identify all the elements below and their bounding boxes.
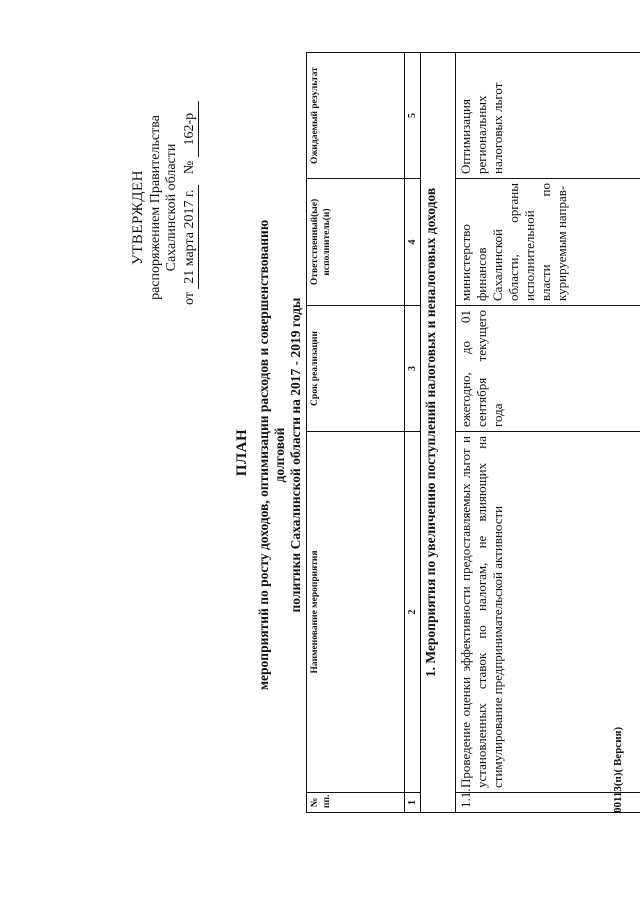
plan-table xyxy=(306,52,640,813)
column-number: 3 xyxy=(405,306,421,432)
column-number-row xyxy=(405,53,421,813)
column-header-responsible: Ответственный(ые) исполнитель(и) xyxy=(307,179,405,306)
column-header-term: Срок реализации xyxy=(307,306,405,432)
number-prefix: № xyxy=(182,160,197,175)
section-title: 1. Мероприятия по увеличению поступлений налоговых и неналоговых доходов xyxy=(421,53,456,813)
approved-heading: УТВЕРЖДЕН xyxy=(130,170,146,265)
row-number: 1.1. xyxy=(456,793,640,813)
column-number: 1 xyxy=(405,793,421,813)
subtitle-line1: мероприятий по росту доходов, оптимизации расходов и совершенствованию долговой xyxy=(256,219,287,691)
decree-line xyxy=(182,65,199,305)
from-prefix: от xyxy=(182,292,197,305)
section-row xyxy=(421,53,456,813)
approved-by-line2: Сахалинской области xyxy=(164,143,179,272)
column-number: 4 xyxy=(405,179,421,306)
decree-date: 21 марта 2017 г. xyxy=(182,185,199,289)
page-subtitle xyxy=(256,195,304,715)
row-result: Оптимизация региональных налоговых льгот xyxy=(456,53,640,179)
column-header-result: Ожидаемый результат xyxy=(307,53,405,179)
column-header-num: № пп. xyxy=(307,793,405,813)
row-term: ежегодно, до 01 сентября текущего года xyxy=(456,306,640,432)
subtitle-line2: политики Сахалинской области на 2017 - 2019 годы xyxy=(288,297,303,613)
column-number: 2 xyxy=(405,432,421,793)
row-responsible: министерство финансов Сахалинской области, органы исполнительной власти по курируемым направ- xyxy=(456,179,640,306)
table-row xyxy=(456,53,640,813)
row-name: Проведение оценки эффективности предоставляемых льгот и установленных ставок по налогам, не влияющих на стимулирование предпринимательской активности xyxy=(456,432,640,793)
decree-number: 162-р xyxy=(182,101,199,157)
approved-by xyxy=(148,100,180,315)
approved-by-line1: распоряжением Правительства xyxy=(148,115,163,300)
column-header-name: Наименование мероприятия xyxy=(307,432,405,793)
column-number: 5 xyxy=(405,53,421,179)
table-header-row xyxy=(307,53,405,813)
page-title: ПЛАН xyxy=(234,428,250,477)
footer-code: 00113(п)( Версия) xyxy=(612,726,624,813)
